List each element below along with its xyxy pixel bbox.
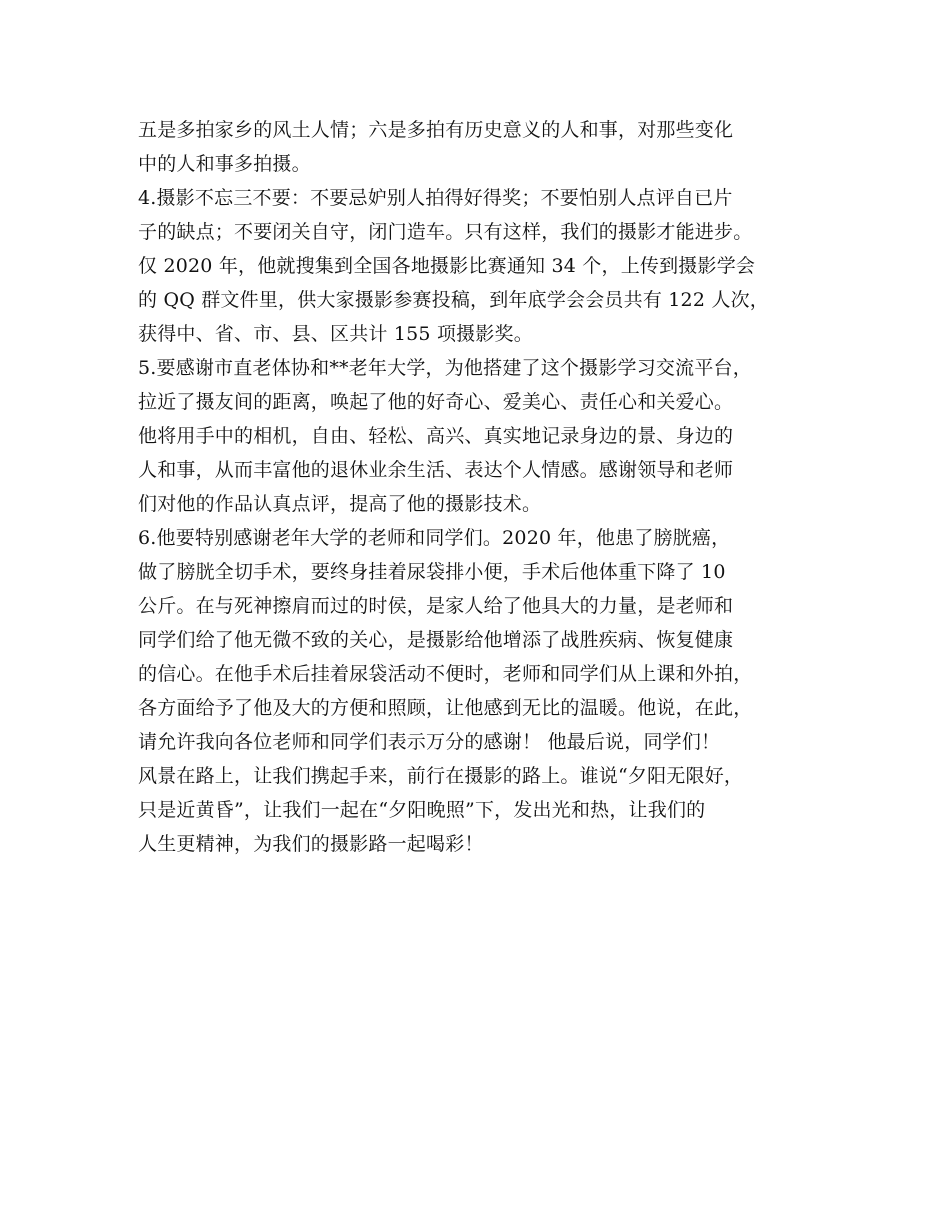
text-line: 仅 2020 年，他就搜集到全国各地摄影比赛通知 34 个，上传到摄影学会: [138, 255, 756, 277]
text-line: 他将用手中的相机，自由、轻松、高兴、真实地记录身边的景、身边的: [138, 425, 734, 447]
text-line: 5.要感谢市直老体协和**老年大学，为他搭建了这个摄影学习交流平台，: [138, 357, 752, 379]
text-line: 各方面给予了他及大的方便和照顾，让他感到无比的温暖。他说，在此，: [138, 697, 753, 719]
text-line: 们对他的作品认真点评，提高了他的摄影技术。: [138, 493, 542, 515]
document-body: [138, 113, 828, 861]
text-line: 6.他要特别感谢老年大学的老师和同学们。2020 年，他患了膀胱癌，: [138, 527, 731, 549]
text-line: 子的缺点；不要闭关自守，闭门造车。只有这样，我们的摄影才能进步。: [138, 221, 753, 243]
text-line: 只是近黄昏”，让我们一起在“夕阳晚照”下，发出光和热，让我们的: [138, 799, 706, 821]
text-line: 拉近了摄友间的距离，唤起了他的好奇心、爱美心、责任心和关爱心。: [138, 391, 734, 413]
text-line: 的 QQ 群文件里，供大家摄影参赛投稿，到年底学会会员共有 122 人次，: [138, 289, 769, 311]
text-line: 4.摄影不忘三不要：不要忌妒别人拍得好得奖；不要怕别人点评自已片: [138, 187, 733, 209]
text-line: 人生更精神，为我们的摄影路一起喝彩！: [138, 833, 484, 855]
text-line: 风景在路上，让我们携起手来，前行在摄影的路上。谁说“夕阳无限好，: [138, 765, 744, 787]
text-line: 同学们给了他无微不致的关心，是摄影给他增添了战胜疾病、恢复健康: [138, 629, 734, 651]
text-line: 公斤。在与死神擦肩而过的时侯，是家人给了他具大的力量，是老师和: [138, 595, 734, 617]
text-line: 五是多拍家乡的风土人情；六是多拍有历史意义的人和事，对那些变化: [138, 119, 734, 141]
text-line: 获得中、省、市、县、区共计 155 项摄影奖。: [138, 323, 533, 345]
text-line: 中的人和事多拍摄。: [138, 153, 311, 175]
text-line: 做了膀胱全切手术，要终身挂着尿袋排小便，手术后他体重下降了 10: [138, 561, 726, 583]
text-line: 请允许我向各位老师和同学们表示万分的感谢！ 他最后说，同学们！: [138, 731, 721, 753]
text-line: 人和事，从而丰富他的退休业余生活、表达个人情感。感谢领导和老师: [138, 459, 734, 481]
text-line: 的信心。在他手术后挂着尿袋活动不便时，老师和同学们从上课和外拍，: [138, 663, 753, 685]
